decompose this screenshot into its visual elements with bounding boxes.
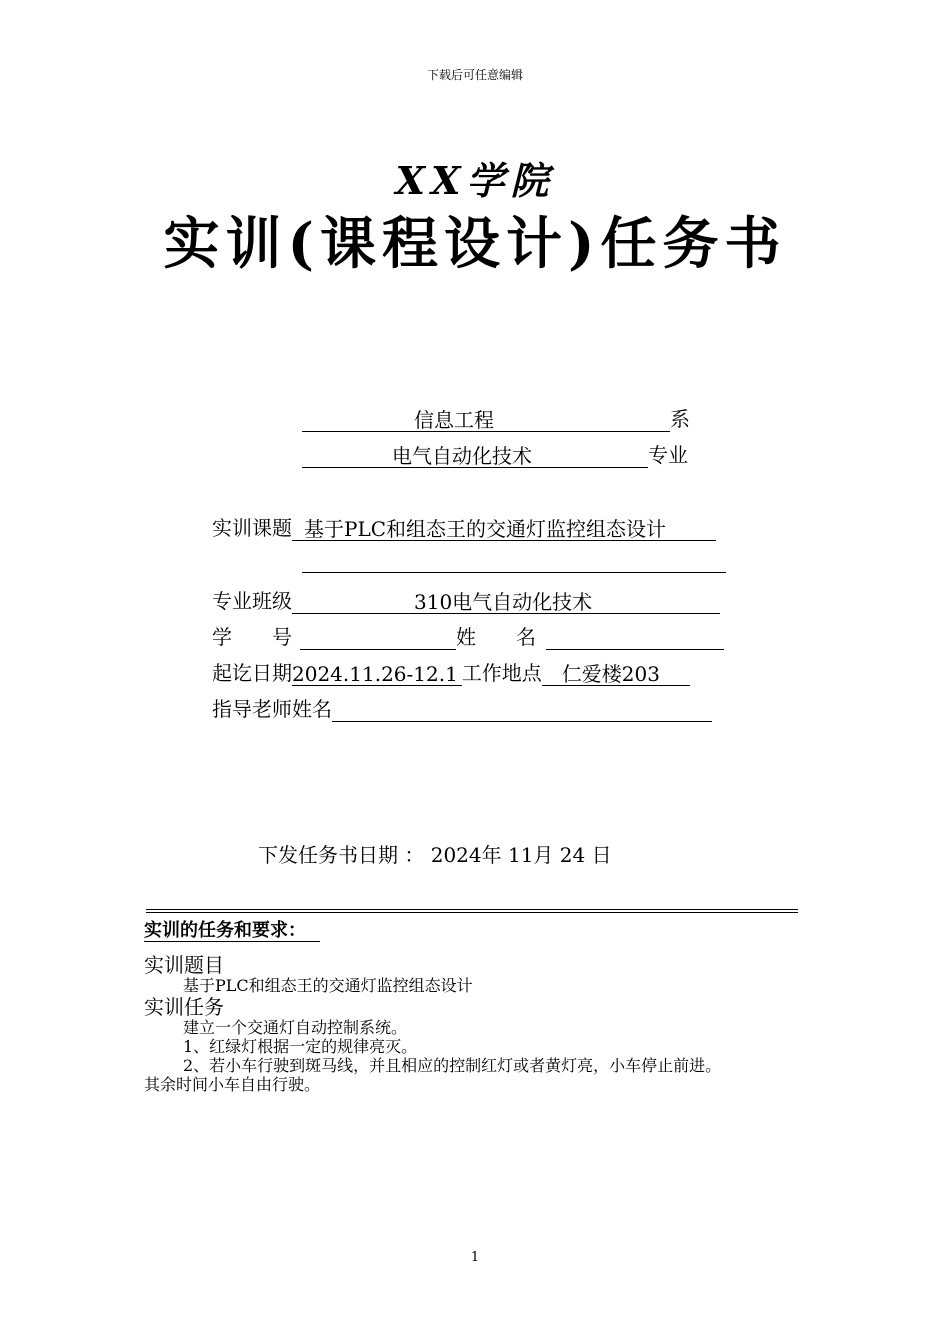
dept-row xyxy=(302,406,690,432)
student-name-field xyxy=(546,625,724,650)
class-label: 专业班级 xyxy=(212,589,292,613)
major-suffix: 专业 xyxy=(648,443,688,467)
dept-value: 信息工程 xyxy=(414,408,494,432)
major-field xyxy=(302,443,648,468)
major-row xyxy=(302,442,688,468)
class-value: 310电气自动化技术 xyxy=(414,590,593,614)
topic-value: 基于PLC和组态王的交通灯监控组态设计 xyxy=(304,517,667,541)
student-id-label: 学 号 xyxy=(212,625,292,649)
topic-row xyxy=(212,515,716,541)
dept-suffix: 系 xyxy=(670,407,690,431)
college-name: XX学院 xyxy=(395,158,555,203)
document-title: 实训(课程设计)任务书 xyxy=(163,211,787,277)
dates-label: 起讫日期 xyxy=(212,661,292,685)
class-row xyxy=(212,588,720,614)
place-label: 工作地点 xyxy=(461,661,542,685)
teacher-field xyxy=(332,697,712,722)
student-name-label: 姓 名 xyxy=(456,625,536,649)
divider-bottom xyxy=(146,912,798,913)
task-line: 建立一个交通灯自动控制系统。 xyxy=(183,1018,408,1037)
teacher-row xyxy=(212,696,712,722)
subject-text: 基于PLC和组态王的交通灯监控组态设计 xyxy=(183,976,473,995)
class-field xyxy=(292,589,720,614)
task-line: 2、若小车行驶到斑马线，并且相应的控制红灯或者黄灯亮，小车停止前进。 xyxy=(183,1056,722,1075)
header-note: 下载后可任意编辑 xyxy=(426,68,523,82)
issue-date: 下发任务书日期 ： 2024年 11月 24 日 xyxy=(258,843,612,867)
topic-continuation-line xyxy=(302,548,726,573)
place-field xyxy=(542,661,690,686)
dates-value: 2024.11.26-12.1 xyxy=(292,661,462,686)
major-value: 电气自动化技术 xyxy=(392,444,532,468)
task-line: 其余时间小车自由行驶。 xyxy=(144,1075,321,1094)
student-id-field xyxy=(300,625,456,650)
topic-field xyxy=(292,516,716,541)
topic-label: 实训课题 xyxy=(212,516,292,540)
student-row xyxy=(212,624,724,650)
dept-field xyxy=(302,407,670,432)
page-number: 1 xyxy=(470,1250,480,1265)
teacher-label: 指导老师姓名 xyxy=(212,697,332,721)
dates-row xyxy=(212,660,690,686)
task-line: 1、红绿灯根据一定的规律亮灭。 xyxy=(183,1037,418,1056)
task-heading: 实训任务 xyxy=(144,995,224,1019)
divider-top xyxy=(146,909,798,910)
place-value: 仁爱楼203 xyxy=(561,662,660,686)
section-title: 实训的任务和要求： xyxy=(144,916,320,942)
subject-heading: 实训题目 xyxy=(144,953,224,977)
